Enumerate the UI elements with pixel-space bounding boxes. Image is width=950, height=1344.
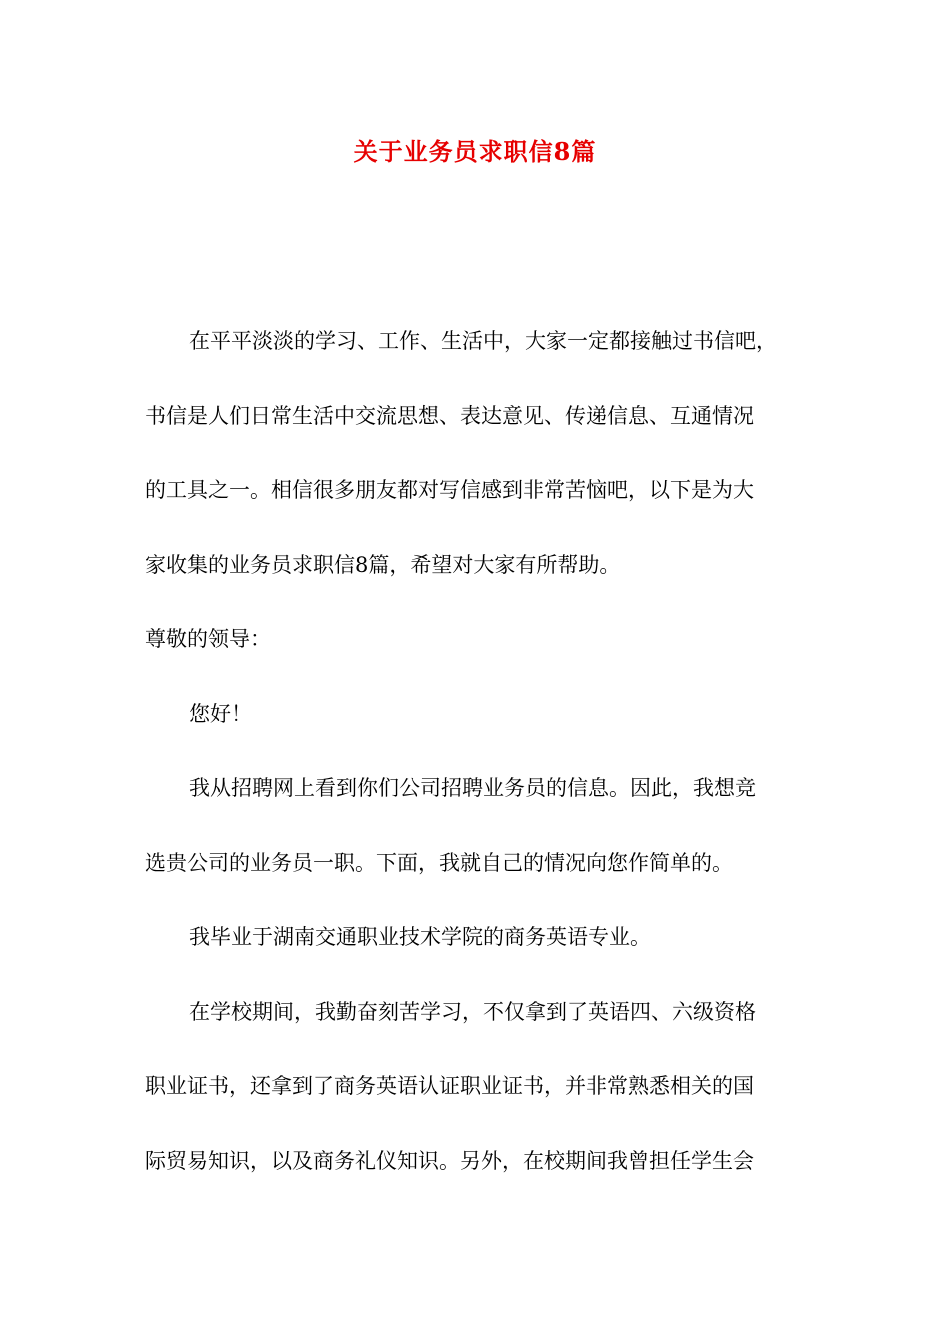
document-body [145, 304, 825, 1198]
body-line: 在平平淡淡的学习、工作、生活中，大家一定都接触过书信吧， [189, 329, 777, 353]
body-line: 际贸易知识，以及商务礼仪知识。另外，在校期间我曾担任学生会 [145, 1148, 754, 1173]
body-line: 家收集的业务员求职信8篇，希望对大家有所帮助。 [145, 552, 621, 577]
body-line: 在学校期间，我勤奋刻苦学习，不仅拿到了英语四、六级资格 [189, 999, 756, 1024]
body-line: 书信是人们日常生活中交流思想、表达意见、传递信息、互通情况 [145, 403, 754, 428]
document-title: 关于业务员求职信8篇 [353, 137, 597, 166]
body-line: 我从招聘网上看到你们公司招聘业务员的信息。因此，我想竞 [189, 776, 756, 800]
body-line: 选贵公司的业务员一职。下面，我就自己的情况向您作简单的。 [145, 850, 733, 875]
body-line: 职业证书，还拿到了商务英语认证职业证书，并非常熟悉相关的国 [145, 1074, 754, 1098]
body-line: 的工具之一。相信很多朋友都对写信感到非常苦恼吧，以下是为大 [145, 478, 754, 502]
body-line: 我毕业于湖南交通职业技术学院的商务英语专业。 [189, 925, 651, 949]
body-line: 尊敬的领导： [145, 627, 271, 651]
body-line: 您好！ [189, 701, 252, 726]
